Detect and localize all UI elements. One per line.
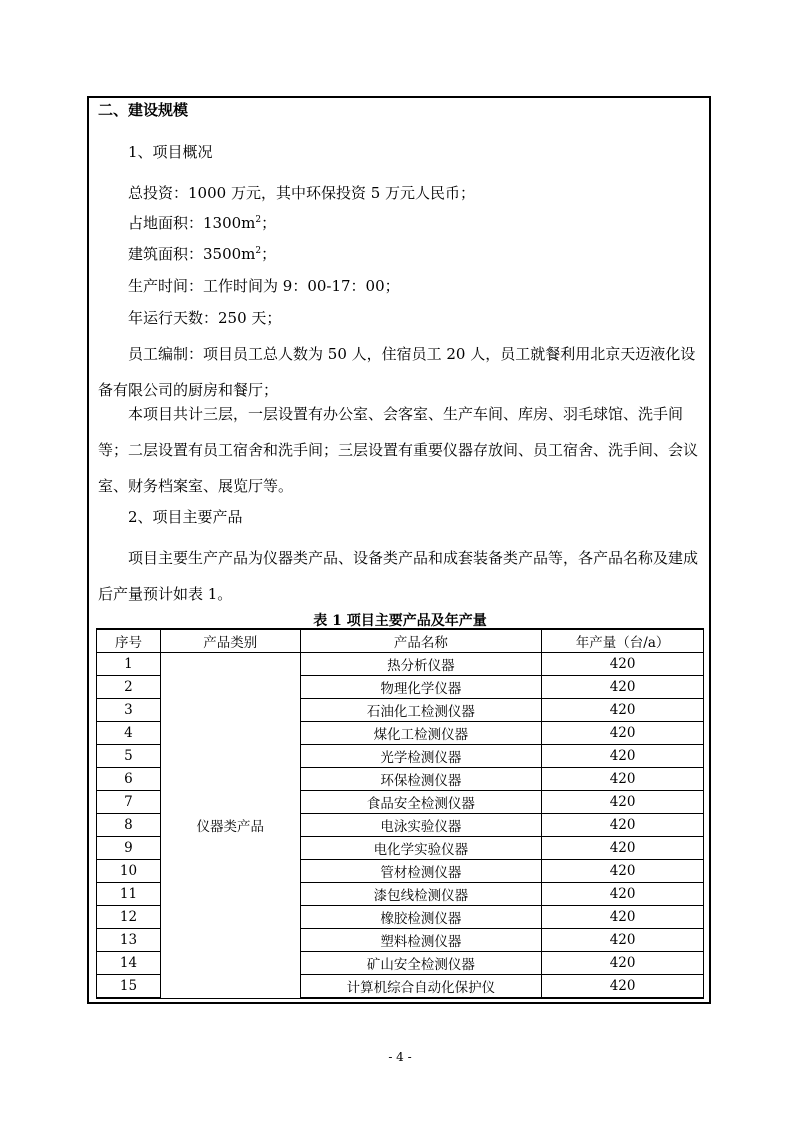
products-title: 2、项目主要产品: [128, 508, 243, 526]
cell-product-name: 计算机综合自动化保护仪: [300, 975, 542, 999]
cell-annual-output: 420: [542, 699, 704, 722]
header-product-name: 产品名称: [300, 629, 542, 653]
header-category: 产品类别: [160, 629, 300, 653]
cell-no: 9: [97, 837, 161, 860]
land-area-line: 占地面积：$1300m^2$；: [128, 214, 277, 232]
cell-no: 7: [97, 791, 161, 814]
cell-product-name: 管材检测仪器: [300, 860, 542, 883]
products-intro: 项目主要生产产品为仪器类产品、设备类产品和成套装备类产品等，各产品名称及建成后产量预计如表 1。: [98, 549, 699, 603]
cell-product-name: 食品安全检测仪器: [300, 791, 542, 814]
table-row: [97, 653, 704, 676]
building-area-line: 建筑面积：$3500m^2$；: [128, 245, 277, 263]
cell-annual-output: 420: [542, 768, 704, 791]
cell-no: 2: [97, 676, 161, 699]
cell-no: 3: [97, 699, 161, 722]
cell-annual-output: 420: [542, 791, 704, 814]
page-number: - 4 -: [388, 1050, 412, 1064]
cell-product-name: 光学检测仪器: [300, 745, 542, 768]
cell-no: 13: [97, 929, 161, 952]
cell-product-name: 石油化工检测仪器: [300, 699, 542, 722]
cell-annual-output: 420: [542, 906, 704, 929]
cell-category: 仪器类产品: [160, 653, 300, 999]
cell-product-name: 塑料检测仪器: [300, 929, 542, 952]
cell-annual-output: 420: [542, 975, 704, 999]
overview-title: 1、项目概况: [128, 143, 213, 161]
cell-product-name: 煤化工检测仪器: [300, 722, 542, 745]
header-annual-output: 年产量（台/a）: [542, 629, 704, 653]
cell-no: 5: [97, 745, 161, 768]
cell-annual-output: 420: [542, 837, 704, 860]
cell-product-name: 物理化学仪器: [300, 676, 542, 699]
cell-no: 10: [97, 860, 161, 883]
cell-no: 11: [97, 883, 161, 906]
cell-annual-output: 420: [542, 653, 704, 676]
production-time-line: 生产时间：工作时间为 9：00-17：00；: [128, 277, 400, 295]
cell-product-name: 电泳实验仪器: [300, 814, 542, 837]
cell-no: 6: [97, 768, 161, 791]
table-caption: 表 1 项目主要产品及年产量: [313, 613, 487, 629]
cell-annual-output: 420: [542, 745, 704, 768]
cell-product-name: 漆包线检测仪器: [300, 883, 542, 906]
cell-annual-output: 420: [542, 814, 704, 837]
cell-no: 12: [97, 906, 161, 929]
cell-annual-output: 420: [542, 860, 704, 883]
cell-product-name: 橡胶检测仪器: [300, 906, 542, 929]
cell-product-name: 环保检测仪器: [300, 768, 542, 791]
cell-no: 14: [97, 952, 161, 975]
products-table: [96, 628, 704, 999]
table-header-row: [97, 629, 704, 653]
cell-product-name: 矿山安全检测仪器: [300, 952, 542, 975]
cell-no: 8: [97, 814, 161, 837]
floors-paragraph: 本项目共计三层，一层设置有办公室、会客室、生产车间、库房、羽毛球馆、洗手间等；二层设置有员工宿舍和洗手间；三层设置有重要仪器存放间、员工宿舍、洗手间、会议室、财务档案室、展览厅等。: [98, 405, 699, 495]
operating-days-line: 年运行天数：250 天；: [128, 309, 282, 327]
cell-annual-output: 420: [542, 722, 704, 745]
staff-paragraph: 员工编制：项目员工总人数为 50 人，住宿员工 20 人，员工就餐利用北京天迈液化设备有限公司的厨房和餐厅；: [98, 345, 696, 399]
investment-line: 总投资：1000 万元，其中环保投资 5 万元人民币；: [128, 184, 476, 202]
cell-annual-output: 420: [542, 929, 704, 952]
cell-no: 1: [97, 653, 161, 676]
section-heading: 二、建设规模: [98, 101, 189, 119]
cell-product-name: 热分析仪器: [300, 653, 542, 676]
cell-annual-output: 420: [542, 952, 704, 975]
cell-annual-output: 420: [542, 676, 704, 699]
cell-no: 15: [97, 975, 161, 999]
cell-annual-output: 420: [542, 883, 704, 906]
cell-no: 4: [97, 722, 161, 745]
header-no: 序号: [97, 629, 161, 653]
cell-product-name: 电化学实验仪器: [300, 837, 542, 860]
